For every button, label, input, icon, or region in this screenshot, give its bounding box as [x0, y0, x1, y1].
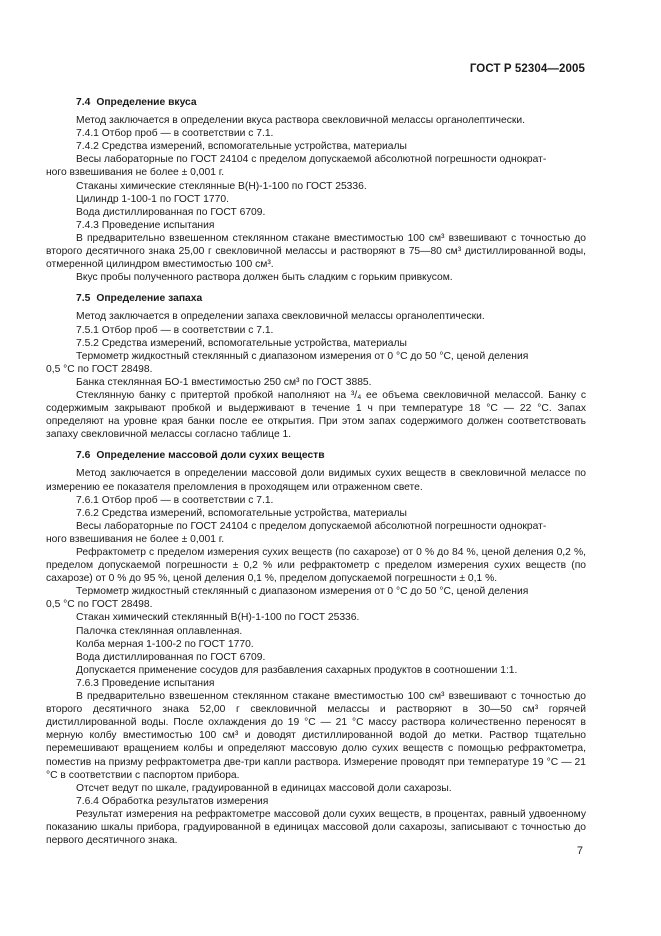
- document-header: ГОСТ Р 52304—2005: [469, 63, 585, 75]
- paragraph: Метод заключается в определении вкуса раствора свекловичной мелассы органолептически.: [76, 115, 525, 127]
- page-number: 7: [576, 845, 583, 857]
- paragraph: Вода дистиллированная по ГОСТ 6709.: [76, 651, 266, 663]
- paragraph: Термометр жидкостный стеклянный с диапазоном измерения от 0 °С до 50 °С, ценой деления: [76, 350, 529, 362]
- paragraph: ного взвешивания не более ± 0,001 г.: [46, 533, 225, 545]
- paragraph: 7.5.2 Средства измерений, вспомогательные устройства, материалы: [76, 337, 407, 349]
- section-number: 7.6: [76, 450, 91, 462]
- paragraph: Метод заключается в определении запаха свекловичной мелассы органолептически.: [76, 311, 485, 323]
- paragraph: Вода дистиллированная по ГОСТ 6709.: [76, 206, 266, 218]
- section-title: Определение вкуса: [96, 97, 197, 108]
- paragraph: Стакан химический стеклянный В(Н)-1-100 по ГОСТ 25336.: [76, 612, 360, 624]
- paragraph: Цилиндр 1-100-1 по ГОСТ 1770.: [76, 193, 229, 205]
- paragraph: 0,5 °С по ГОСТ 28498.: [46, 363, 153, 375]
- paragraph: 7.4.3 Проведение испытания: [76, 219, 215, 231]
- paragraph: Весы лабораторные по ГОСТ 24104 с пределом допускаемой абсолютной погрешности однократ-: [76, 520, 547, 532]
- section-heading-taste: [46, 96, 586, 109]
- section-title: Определение массовой доли сухих веществ: [96, 450, 325, 462]
- paragraph: Рефрактометр с пределом измерения сухих веществ (по сахарозе) от 0 % до 84 %, ценой деления 0,2 %, пределом допускаемой погрешности ± 0,2 % или рефрактометр с пределом измерения сухих веществ (по сахарозе) от 0 % до 95 %, ценой деления 0,1 %, пределом допускаемой погрешности ± 0,1 %.: [46, 547, 586, 585]
- paragraph: 7.6.4 Обработка результатов измерения: [76, 795, 269, 807]
- paragraph: Вкус пробы полученного раствора должен быть сладким с горьким привкусом.: [76, 272, 453, 284]
- paragraph: 7.6.3 Проведение испытания: [76, 677, 215, 689]
- section-heading-dry-matter: [46, 449, 586, 462]
- paragraph: Допускается применение сосудов для разбавления сахарных продуктов в соотношении 1:1.: [76, 664, 518, 676]
- document-body: [46, 96, 586, 847]
- paragraph: В предварительно взвешенном стеклянном стакане вместимостью 100 см³ взвешивают с точностью до второго десятичного знака 25,00 г свекловичной мелассы и растворяют в 75—80 см³ дистиллированной воды, отмеренной цилиндром вместимостью 100 см³.: [46, 232, 586, 271]
- paragraph: 0,5 °С по ГОСТ 28498.: [46, 599, 153, 611]
- paragraph: В предварительно взвешенном стеклянном стакане вместимостью 100 см³ взвешивают с точностью до второго десятичного знака 52,00 г свекловичной мелассы и растворяют в 30—50 см³ горячей дистиллированной воды. После охлаждения до 19 °С — 21 °С массу раствора количественно переносят в мерную колбу вместимостью 100 см³ и доводят дистиллированной водой до метки. Раствор тщательно перемешивают вращением колбы и определяют массовую долю сухих веществ с помощью рефрактометра, поместив на призму рефрактометра две-три капли раствора. Измерение проводят при температуре 19 °С — 21 °С в соответствии с паспортом прибора.: [46, 691, 586, 781]
- paragraph: 7.6.2 Средства измерений, вспомогательные устройства, материалы: [76, 507, 407, 519]
- paragraph: Весы лабораторные по ГОСТ 24104 с пределом допускаемой абсолютной погрешности однократ-: [76, 154, 547, 166]
- paragraph: 7.6.1 Отбор проб — в соответствии с 7.1.: [76, 494, 274, 506]
- paragraph: 7.4.2 Средства измерений, вспомогательные устройства, материалы: [76, 141, 407, 153]
- section-number: 7.5: [76, 293, 91, 305]
- section-number: 7.4: [76, 97, 91, 108]
- section-title: Определение запаха: [96, 293, 203, 305]
- paragraph: 7.5.1 Отбор проб — в соответствии с 7.1.: [76, 324, 274, 336]
- section-heading-smell: [46, 292, 586, 305]
- paragraph: Стеклянную банку с притертой пробкой наполняют на ³/₄ ее объема свекловичной мелассой. Банку с содержимым закрывают пробкой и выдерживают в течение 1 ч при температуре 18 °С — 22 °С. Запах определяют на уровне края банки после ее открытия. При этом запах содержимого должен соответствовать запаху свекловичной мелассы согласно таблице 1.: [46, 389, 586, 441]
- paragraph: 7.4.1 Отбор проб — в соответствии с 7.1.: [76, 128, 274, 140]
- paragraph: Банка стеклянная БО-1 вместимостью 250 см³ по ГОСТ 3885.: [76, 376, 372, 388]
- paragraph: Метод заключается в определении массовой доли видимых сухих веществ в свекловичной мелассе по измерению ее показателя преломления в проходящем или отраженном свете.: [46, 468, 586, 493]
- paragraph: Термометр жидкостный стеклянный с диапазоном измерения от 0 °С до 50 °С, ценой деления: [76, 586, 529, 598]
- paragraph: Колба мерная 1-100-2 по ГОСТ 1770.: [76, 638, 254, 650]
- paragraph: Отсчет ведут по шкале, градуированной в единицах массовой доли сахарозы.: [76, 782, 452, 794]
- paragraph: Палочка стеклянная оплавленная.: [76, 625, 243, 637]
- paragraph: Стаканы химические стеклянные В(Н)-1-100 по ГОСТ 25336.: [76, 180, 367, 192]
- paragraph: Результат измерения на рефрактометре массовой доли сухих веществ, в процентах, равный удвоенному показанию шкалы прибора, градуированной в единицах массовой доли сахарозы, записывают с точностью до первого десятичного знака.: [46, 808, 586, 847]
- paragraph: ного взвешивания не более ± 0,001 г.: [46, 167, 225, 179]
